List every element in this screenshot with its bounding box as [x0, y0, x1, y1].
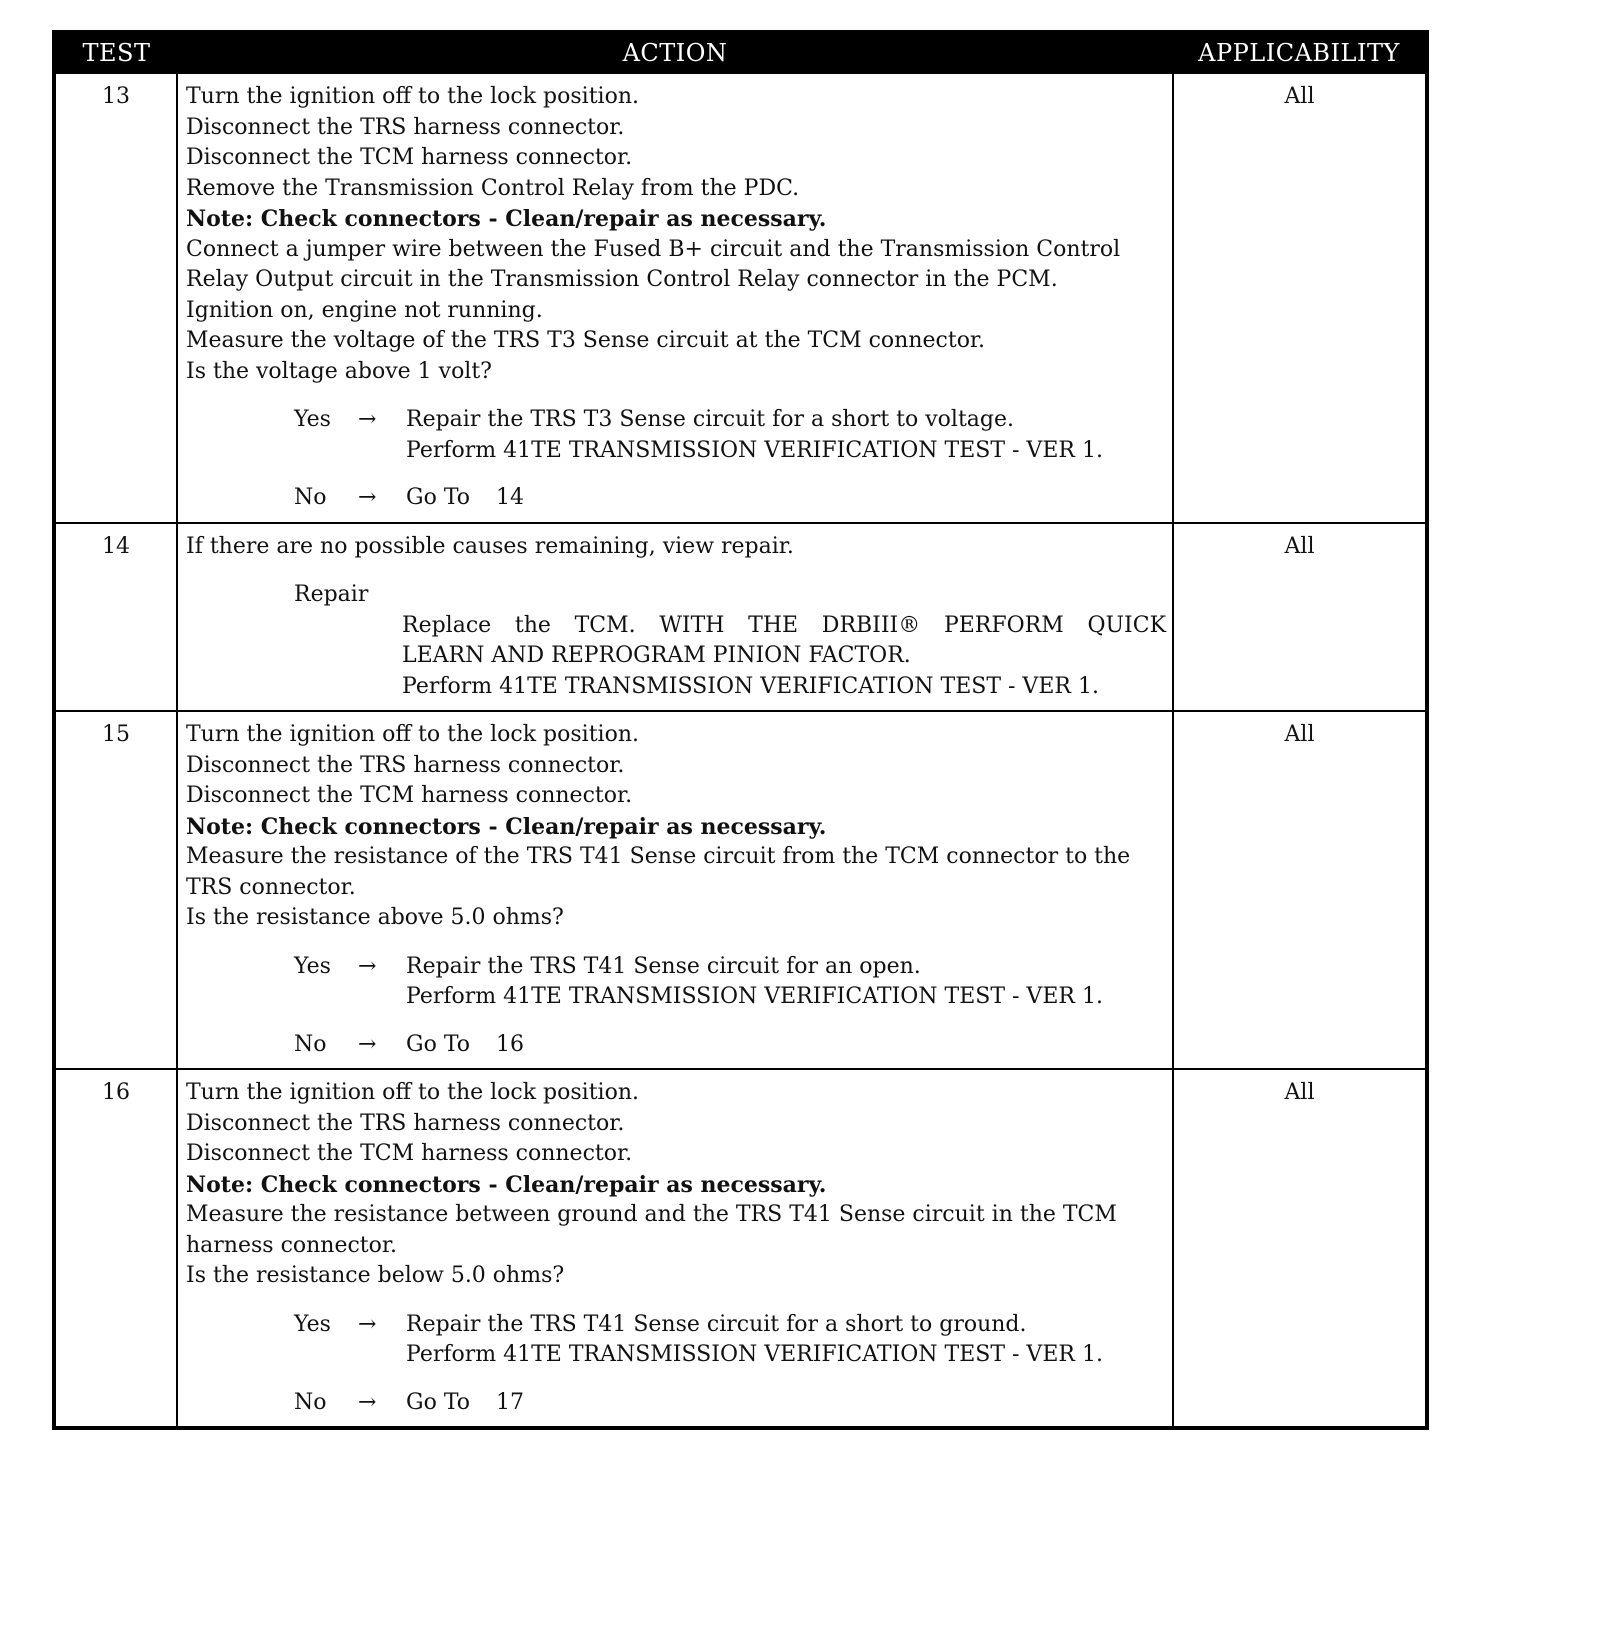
result-line: Perform 41TE TRANSMISSION VERIFICATION TEST - VER 1.: [406, 984, 1103, 1009]
action-line: Ignition on, engine not running.: [186, 297, 543, 323]
yes-result: [406, 1310, 1166, 1371]
table-row: [54, 711, 1427, 1069]
action-line: Disconnect the TCM harness connector.: [186, 145, 633, 170]
action-cell: [177, 711, 1173, 1069]
action-line: Remove the Transmission Control Relay from the PDC.: [186, 175, 800, 201]
action-line: Turn the ignition off to the lock position.: [186, 722, 639, 747]
action-line: Disconnect the TRS harness connector.: [186, 752, 625, 778]
header-action: ACTION: [177, 32, 1173, 73]
goto-target: 17: [496, 1389, 525, 1415]
repair-line: Perform 41TE TRANSMISSION VERIFICATION TEST - VER 1.: [402, 673, 1099, 699]
repair-block: [294, 580, 1166, 702]
table-row: [54, 1069, 1427, 1428]
action-line: Disconnect the TRS harness connector.: [186, 1110, 625, 1136]
no-outcome: [294, 1030, 1166, 1061]
yes-label: Yes: [294, 953, 331, 979]
right-arrow-icon: →: [358, 1311, 377, 1337]
no-label: No: [294, 1031, 327, 1057]
result-line: Perform 41TE TRANSMISSION VERIFICATION TEST - VER 1.: [406, 1342, 1103, 1367]
yes-label: Yes: [294, 1311, 331, 1337]
table-header-row: [54, 32, 1427, 73]
action-cell: [177, 523, 1173, 712]
goto-label: Go To: [406, 1031, 471, 1057]
action-line: Turn the ignition off to the lock position.: [186, 84, 639, 109]
goto-label: Go To: [406, 485, 471, 510]
question-line: Is the resistance above 5.0 ohms?: [186, 905, 564, 930]
repair-label: Repair: [294, 582, 369, 607]
action-line: Measure the resistance between ground and the TRS T41 Sense circuit in the TCM: [186, 1202, 1117, 1227]
test-number: 16: [54, 1069, 177, 1428]
result-line: Repair the TRS T3 Sense circuit for a short to voltage.: [406, 407, 1015, 432]
action-line: If there are no possible causes remaining, view repair.: [186, 533, 794, 559]
table-row: [54, 523, 1427, 712]
question-line: Is the resistance below 5.0 ohms?: [186, 1263, 565, 1288]
goto-label: Go To: [406, 1389, 471, 1415]
repair-line: LEARN AND REPROGRAM PINION FACTOR.: [402, 643, 911, 668]
no-result: [406, 1388, 1166, 1419]
header-applicability: APPLICABILITY: [1173, 32, 1427, 73]
outcomes: [294, 952, 1166, 1061]
yes-result: [406, 952, 1166, 1013]
action-line: Connect a jumper wire between the Fused B+ circuit and the Transmission Control: [186, 236, 1121, 262]
action-line: Disconnect the TCM harness connector.: [186, 1141, 633, 1166]
no-outcome: [294, 483, 1166, 514]
right-arrow-icon: →: [358, 407, 377, 432]
action-line: TRS connector.: [186, 874, 356, 900]
action-cell: [177, 1069, 1173, 1428]
action-cell: [177, 73, 1173, 523]
applicability-cell: All: [1173, 523, 1427, 712]
yes-outcome: [294, 1310, 1166, 1371]
goto-target: 16: [496, 1031, 525, 1057]
yes-result: [406, 405, 1166, 466]
yes-outcome: [294, 405, 1166, 466]
table-row: [54, 73, 1427, 523]
no-label: No: [294, 485, 327, 510]
action-line: Turn the ignition off to the lock position.: [186, 1080, 639, 1105]
note-line: Note: Check connectors - Clean/repair as necessary.: [186, 1171, 827, 1198]
right-arrow-icon: →: [358, 485, 377, 510]
goto-target: 14: [496, 485, 525, 510]
note-line: Note: Check connectors - Clean/repair as necessary.: [186, 813, 827, 840]
action-line: harness connector.: [186, 1232, 397, 1258]
right-arrow-icon: →: [358, 1389, 377, 1415]
test-number: 15: [54, 711, 177, 1069]
no-result: [406, 483, 1166, 514]
applicability-cell: All: [1173, 73, 1427, 523]
question-line: Is the voltage above 1 volt?: [186, 358, 492, 384]
result-line: Repair the TRS T41 Sense circuit for a short to ground.: [406, 1311, 1027, 1337]
result-line: Perform 41TE TRANSMISSION VERIFICATION TEST - VER 1.: [406, 437, 1103, 463]
header-test: TEST: [54, 32, 177, 73]
no-result: [406, 1030, 1166, 1061]
no-outcome: [294, 1388, 1166, 1419]
right-arrow-icon: →: [358, 1031, 377, 1057]
diagnostic-test-table: [52, 30, 1429, 1430]
outcomes: [294, 1310, 1166, 1419]
action-line: Measure the voltage of the TRS T3 Sense circuit at the TCM connector.: [186, 328, 986, 353]
applicability-cell: All: [1173, 711, 1427, 1069]
yes-label: Yes: [294, 407, 331, 432]
yes-outcome: [294, 952, 1166, 1013]
test-number: 14: [54, 523, 177, 712]
test-number: 13: [54, 73, 177, 523]
action-line: Disconnect the TCM harness connector.: [186, 783, 633, 808]
applicability-cell: All: [1173, 1069, 1427, 1428]
result-line: Repair the TRS T41 Sense circuit for an open.: [406, 953, 921, 979]
repair-text: [402, 611, 1166, 703]
right-arrow-icon: →: [358, 953, 377, 979]
action-line: Relay Output circuit in the Transmission Control Relay connector in the PCM.: [186, 267, 1058, 292]
no-label: No: [294, 1389, 327, 1415]
action-line: Disconnect the TRS harness connector.: [186, 114, 625, 140]
repair-line: Replace the TCM. WITH THE DRBIII® PERFORM QUICK: [402, 612, 1166, 638]
action-line: Measure the resistance of the TRS T41 Sense circuit from the TCM connector to the: [186, 844, 1131, 869]
note-line: Note: Check connectors - Clean/repair as necessary.: [186, 206, 827, 232]
outcomes: [294, 405, 1166, 514]
